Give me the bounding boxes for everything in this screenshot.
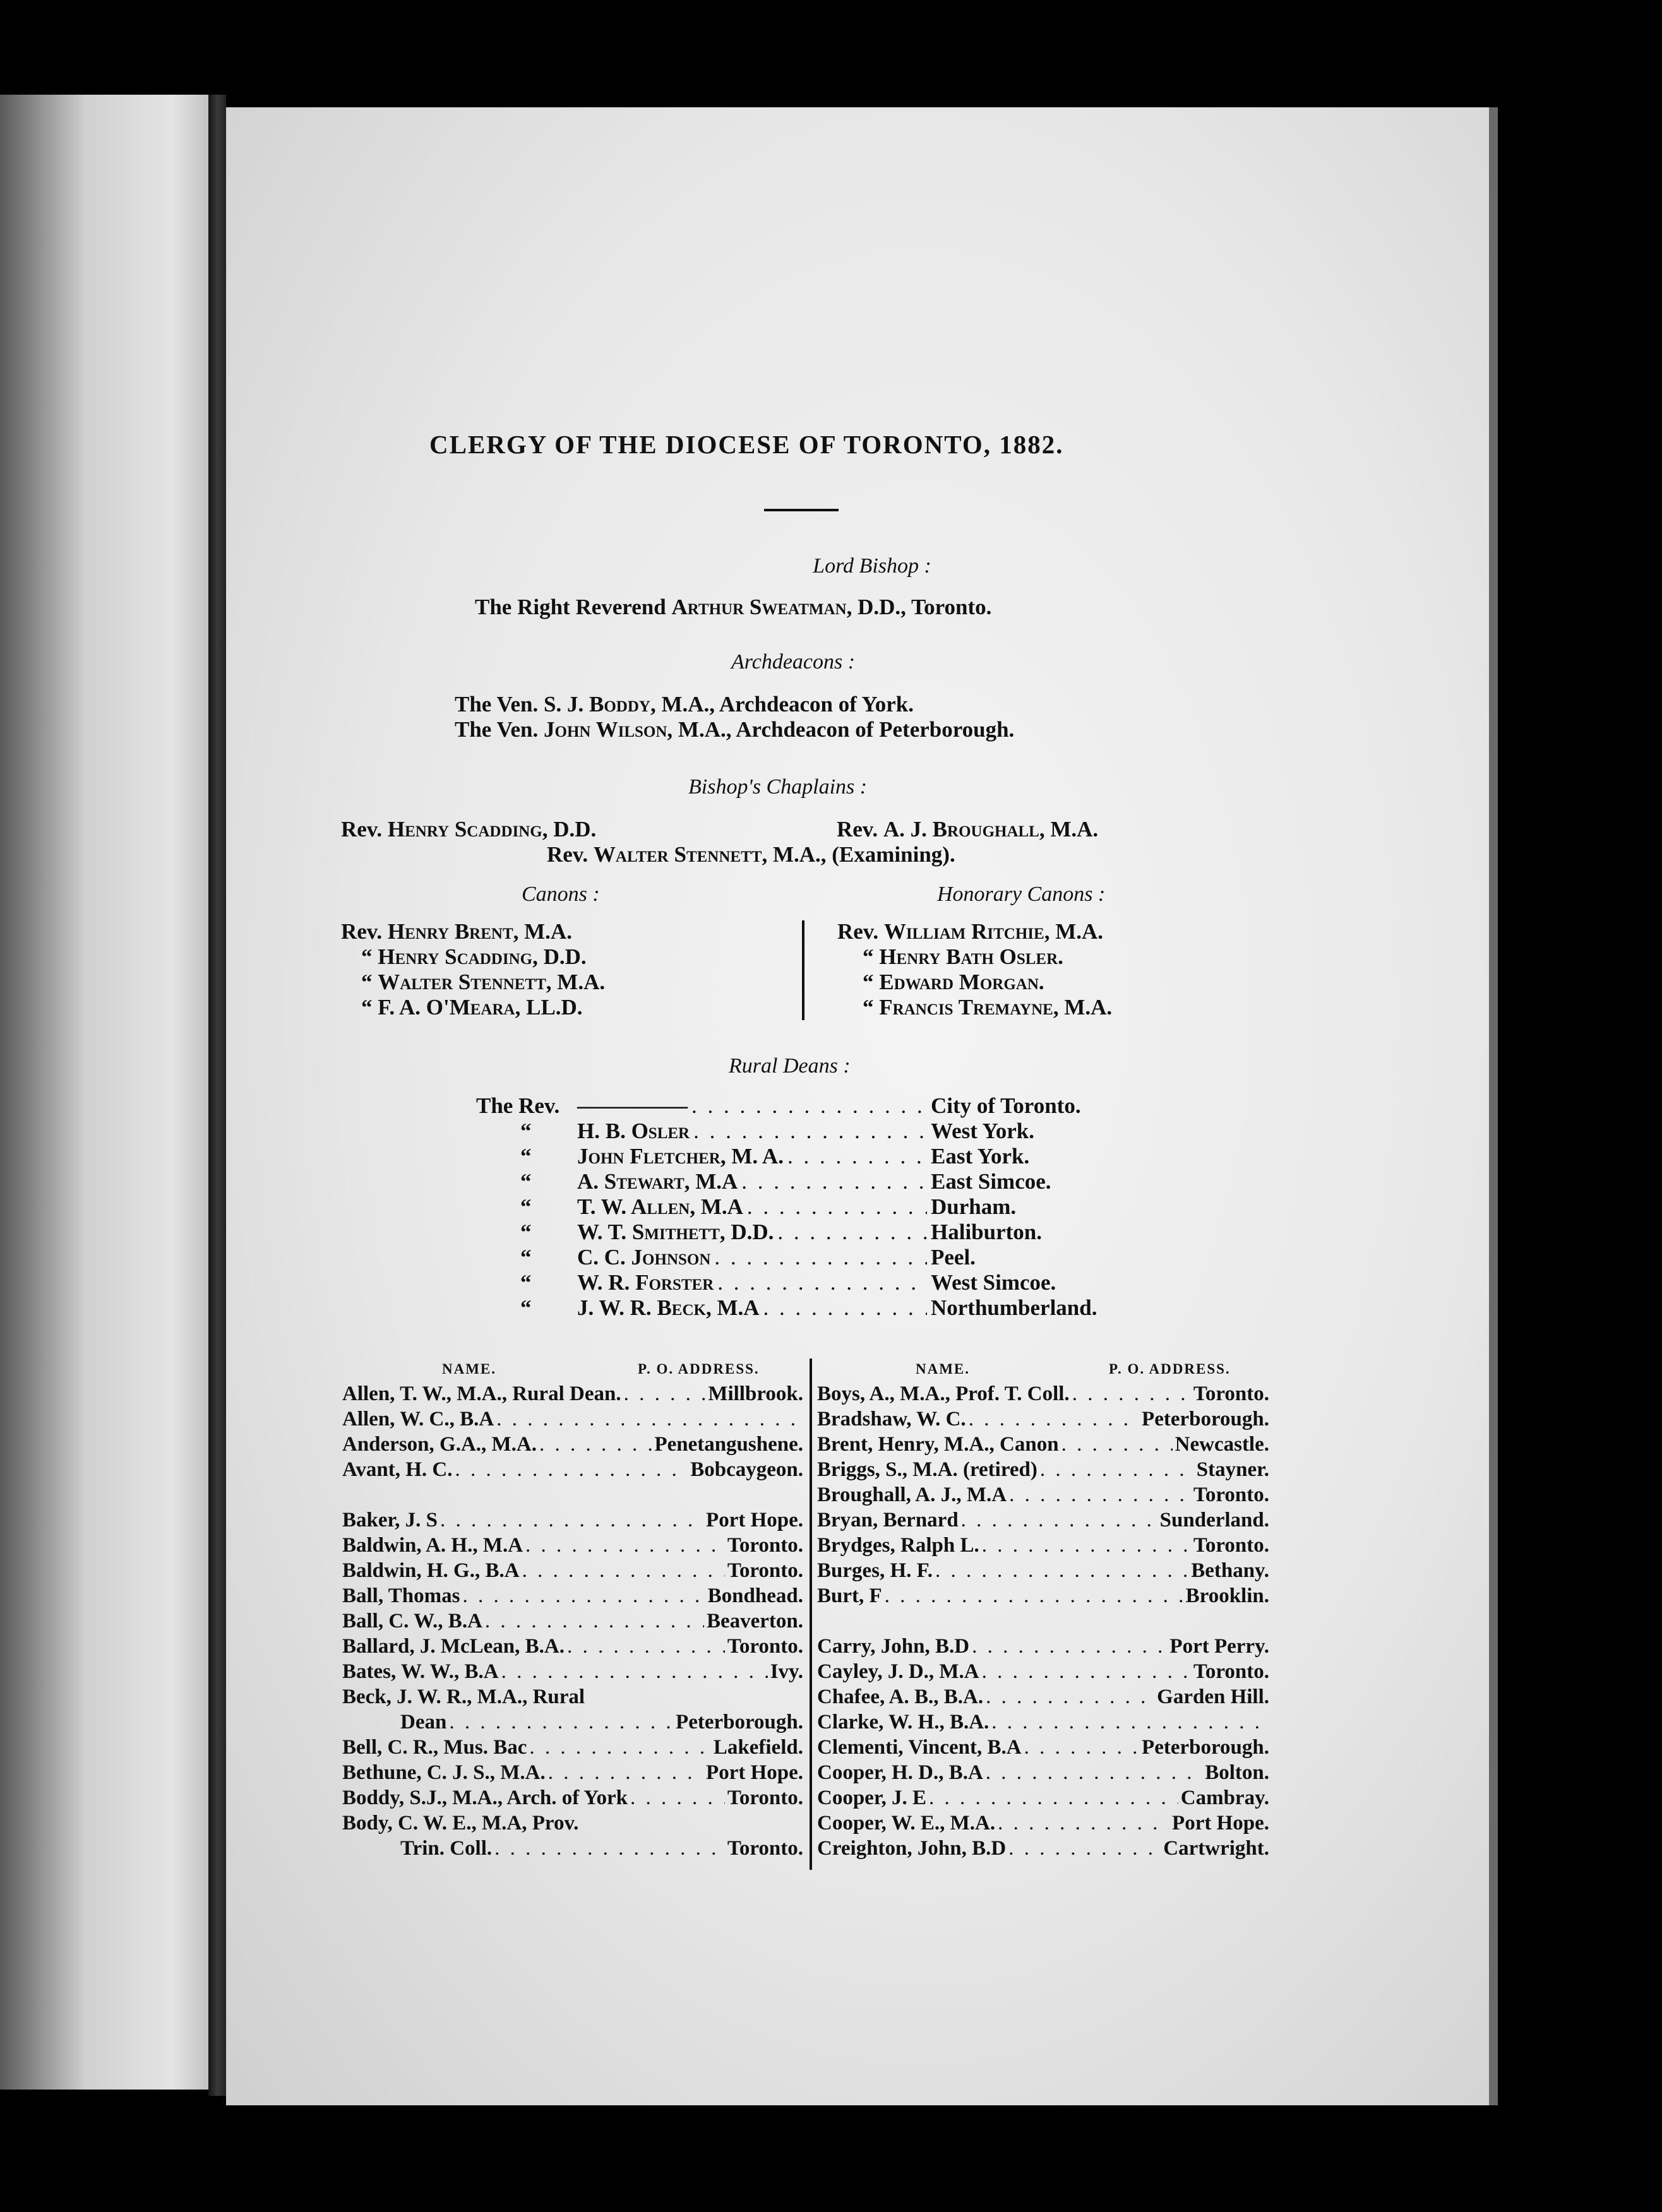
post-office-address: Penetangushene. bbox=[654, 1433, 803, 1456]
leader-dots bbox=[440, 1507, 703, 1533]
clergy-entry bbox=[817, 1811, 1269, 1836]
page-edge-shadow bbox=[1489, 107, 1498, 2105]
leader-dots bbox=[548, 1760, 703, 1785]
section-gap bbox=[342, 1482, 803, 1507]
clergy-entry bbox=[817, 1432, 1269, 1457]
leader-dots bbox=[525, 1533, 725, 1558]
rural-dean-row: “ J. W. R. Beck, M.A . . . Northumberland. bbox=[515, 1295, 1097, 1321]
clergy-name: Briggs, S., M.A. (retired) bbox=[817, 1458, 1037, 1481]
clergy-entry bbox=[817, 1836, 1269, 1861]
clergy-name: Boddy, S.J., M.A., Arch. of York bbox=[342, 1787, 628, 1809]
clergy-name: Bradshaw, W. C. bbox=[817, 1408, 966, 1430]
post-office-address: Cartwright. bbox=[1163, 1837, 1269, 1860]
post-office-address: Toronto. bbox=[727, 1787, 803, 1809]
left-name-header: NAME. bbox=[442, 1361, 497, 1377]
clergy-name: Baker, J. S bbox=[342, 1509, 438, 1531]
clergy-entry bbox=[817, 1684, 1269, 1710]
post-office-address: Port Hope. bbox=[706, 1509, 803, 1531]
honorary-canons-heading: Honorary Canons : bbox=[937, 883, 1106, 906]
directory-right-column bbox=[817, 1381, 1269, 1861]
directory-divider bbox=[810, 1359, 812, 1870]
clergy-entry bbox=[342, 1760, 803, 1785]
post-office-address: Port Hope. bbox=[1172, 1812, 1269, 1834]
clergy-name: Baldwin, H. G., B.A bbox=[342, 1559, 520, 1582]
clergy-entry bbox=[817, 1482, 1269, 1507]
rural-dean-row: “ H. B. Osler . . . West York. bbox=[515, 1119, 1097, 1144]
post-office-address: Toronto. bbox=[1193, 1484, 1269, 1506]
clergy-name: Brent, Henry, M.A., Canon bbox=[817, 1433, 1059, 1456]
post-office-address: Bondhead. bbox=[707, 1585, 803, 1607]
rural-dean-row: “ T. W. Allen, M.A . . . Durham. bbox=[515, 1194, 1097, 1220]
post-office-address: Port Perry. bbox=[1169, 1635, 1269, 1658]
leader-dots bbox=[1072, 1381, 1191, 1406]
rural-dean-row: “ John Fletcher, M. A. . . . East York. bbox=[515, 1144, 1097, 1169]
clergy-name: Chafee, A. B., B.A. bbox=[817, 1686, 984, 1708]
clergy-entry bbox=[817, 1406, 1269, 1432]
post-office-address: Toronto. bbox=[727, 1837, 803, 1860]
directory-left-column bbox=[342, 1381, 803, 1861]
clergy-entry bbox=[342, 1608, 803, 1634]
post-office-address: Newcastle. bbox=[1175, 1433, 1269, 1456]
leader-dots bbox=[969, 1406, 1139, 1432]
clergy-name: Trin. Coll. bbox=[400, 1837, 493, 1860]
leader-dots bbox=[522, 1558, 725, 1583]
post-office-address: Garden Hill. bbox=[1157, 1686, 1269, 1708]
clergy-name: Allen, T. W., M.A., Rural Dean. bbox=[342, 1382, 621, 1405]
leader-dots bbox=[501, 1659, 768, 1684]
leader-dots bbox=[624, 1381, 706, 1406]
clergy-entry bbox=[342, 1659, 803, 1684]
clergy-name: Cooper, W. E., M.A. bbox=[817, 1812, 996, 1834]
clergy-entry bbox=[342, 1457, 803, 1482]
leader-dots bbox=[449, 1710, 673, 1735]
honorary-canon-item: “ Edward Morgan. bbox=[863, 970, 1044, 994]
post-office-address: Beaverton. bbox=[706, 1610, 803, 1632]
clergy-entry bbox=[817, 1659, 1269, 1684]
post-office-address: Toronto. bbox=[1193, 1382, 1269, 1405]
post-office-address: Toronto. bbox=[727, 1559, 803, 1582]
leader-dots bbox=[982, 1659, 1191, 1684]
post-office-address: Bethany. bbox=[1191, 1559, 1269, 1582]
rural-deans-lead: The Rev. bbox=[476, 1093, 560, 1118]
clergy-entry bbox=[817, 1457, 1269, 1482]
leader-dots bbox=[1061, 1432, 1173, 1457]
clergy-entry bbox=[342, 1533, 803, 1558]
clergy-entry bbox=[342, 1432, 803, 1457]
clergy-entry bbox=[342, 1381, 803, 1406]
clergy-name: Allen, W. C., B.A bbox=[342, 1408, 494, 1430]
clergy-entry bbox=[342, 1558, 803, 1583]
clergy-name: Burt, F bbox=[817, 1585, 882, 1607]
canons-heading: Canons : bbox=[522, 883, 600, 906]
archdeacon-line: The Ven. S. J. Boddy, M.A., Archdeacon of York. bbox=[455, 692, 914, 717]
clergy-entry bbox=[817, 1558, 1269, 1583]
clergy-name: Cayley, J. D., M.A bbox=[817, 1660, 979, 1683]
leader-dots bbox=[1009, 1482, 1191, 1507]
rural-dean-row: “ C. C. Johnson . . . Peel. bbox=[515, 1245, 1097, 1270]
chaplain-right: Rev. A. J. Broughall, M.A. bbox=[837, 817, 1099, 841]
post-office-address: Toronto. bbox=[727, 1534, 803, 1557]
rural-deans-list bbox=[515, 1093, 1097, 1321]
leader-dots bbox=[455, 1457, 688, 1482]
leader-dots bbox=[539, 1432, 652, 1457]
leader-dots bbox=[1040, 1457, 1194, 1482]
clergy-name: Baldwin, A. H., M.A bbox=[342, 1534, 523, 1557]
leader-dots bbox=[567, 1634, 725, 1659]
clergy-name: Ballard, J. McLean, B.A. bbox=[342, 1635, 565, 1658]
clergy-entry bbox=[342, 1811, 803, 1836]
clergy-entry bbox=[817, 1735, 1269, 1760]
canon-item: “ Henry Scadding, D.D. bbox=[361, 944, 587, 969]
clergy-entry bbox=[342, 1406, 803, 1432]
clergy-entry bbox=[817, 1785, 1269, 1811]
clergy-entry bbox=[342, 1836, 803, 1861]
post-office-address: Peterborough. bbox=[676, 1711, 803, 1733]
clergy-name: Body, C. W. E., M.A, Prov. bbox=[342, 1812, 579, 1834]
post-office-address: Millbrook. bbox=[708, 1382, 803, 1405]
clergy-name: Beck, J. W. R., M.A., Rural bbox=[342, 1686, 585, 1708]
clergy-name: Ball, Thomas bbox=[342, 1585, 460, 1607]
clergy-entry bbox=[342, 1634, 803, 1659]
leader-dots bbox=[972, 1634, 1167, 1659]
clergy-entry bbox=[817, 1533, 1269, 1558]
leader-dots bbox=[529, 1735, 710, 1760]
clergy-entry bbox=[342, 1735, 803, 1760]
leader-dots bbox=[462, 1583, 705, 1608]
left-address-header: P. O. ADDRESS. bbox=[638, 1361, 760, 1377]
post-office-address: Bolton. bbox=[1205, 1761, 1269, 1784]
clergy-entry bbox=[342, 1785, 803, 1811]
rural-dean-row: “ A. Stewart, M.A . . . East Simcoe. bbox=[515, 1169, 1097, 1194]
clergy-entry bbox=[342, 1684, 803, 1710]
leader-dots bbox=[496, 1406, 801, 1432]
clergy-name: Bryan, Bernard bbox=[817, 1509, 959, 1531]
clergy-name: Cooper, J. E bbox=[817, 1787, 926, 1809]
post-office-address: Port Hope. bbox=[706, 1761, 803, 1784]
canon-item: “ F. A. O'Meara, LL.D. bbox=[361, 995, 583, 1020]
clergy-name: Dean bbox=[400, 1711, 447, 1733]
leader-dots bbox=[986, 1684, 1154, 1710]
post-office-address: Stayner. bbox=[1196, 1458, 1269, 1481]
post-office-address: Toronto. bbox=[1193, 1534, 1269, 1557]
archdeacon-line: The Ven. John Wilson, M.A., Archdeacon of Peterborough. bbox=[455, 717, 1015, 742]
leader-dots bbox=[982, 1533, 1191, 1558]
clergy-entry bbox=[817, 1381, 1269, 1406]
clergy-entry bbox=[342, 1507, 803, 1533]
clergy-entry bbox=[342, 1583, 803, 1608]
canons-list bbox=[341, 919, 605, 1020]
canons-divider bbox=[802, 920, 804, 1020]
lord-bishop-heading: Lord Bishop : bbox=[813, 554, 931, 578]
clergy-entry bbox=[342, 1710, 803, 1735]
rural-dean-row: “ W. T. Smithett, D.D. . . . Haliburton. bbox=[515, 1220, 1097, 1245]
leader-dots bbox=[485, 1608, 704, 1634]
leader-dots bbox=[998, 1811, 1169, 1836]
clergy-name: Brydges, Ralph L. bbox=[817, 1534, 979, 1557]
clergy-entry bbox=[817, 1710, 1269, 1735]
clergy-name: Clementi, Vincent, B.A bbox=[817, 1736, 1022, 1759]
clergy-name: Clarke, W. H., B.A. bbox=[817, 1711, 989, 1733]
clergy-name: Boys, A., M.A., Prof. T. Coll. bbox=[817, 1382, 1070, 1405]
rural-dean-row: ————— . . . City of Toronto. bbox=[515, 1093, 1097, 1119]
clergy-entry bbox=[817, 1634, 1269, 1659]
section-gap bbox=[817, 1608, 1269, 1634]
clergy-name: Ball, C. W., B.A bbox=[342, 1610, 482, 1632]
leader-dots bbox=[885, 1583, 1183, 1608]
clergy-name: Cooper, H. D., B.A bbox=[817, 1761, 983, 1784]
clergy-name: Anderson, G.A., M.A. bbox=[342, 1433, 537, 1456]
right-address-header: P. O. ADDRESS. bbox=[1109, 1361, 1231, 1377]
leader-dots bbox=[494, 1836, 725, 1861]
honorary-canon-item: Rev. William Ritchie, M.A. bbox=[837, 919, 1103, 944]
clergy-entry bbox=[817, 1760, 1269, 1785]
leader-dots bbox=[1024, 1735, 1139, 1760]
canon-item: “ Walter Stennett, M.A. bbox=[361, 970, 606, 994]
leader-dots bbox=[929, 1785, 1178, 1811]
leader-dots bbox=[986, 1760, 1202, 1785]
clergy-name: Broughall, A. J., M.A bbox=[817, 1484, 1007, 1506]
facing-page-edge bbox=[0, 95, 215, 2090]
clergy-name: Burges, H. F. bbox=[817, 1559, 933, 1582]
post-office-address: Ivy. bbox=[770, 1660, 803, 1683]
post-office-address: Sunderland. bbox=[1159, 1509, 1269, 1531]
title-rule bbox=[764, 509, 839, 511]
post-office-address: Peterborough. bbox=[1142, 1408, 1269, 1430]
honorary-canons-list bbox=[837, 919, 1112, 1020]
leader-dots bbox=[1008, 1836, 1161, 1861]
post-office-address: Peterborough. bbox=[1142, 1736, 1269, 1759]
rural-deans-heading: Rural Deans : bbox=[729, 1054, 851, 1078]
honorary-canon-item: “ Henry Bath Osler. bbox=[863, 944, 1063, 969]
post-office-address: Lakefield. bbox=[713, 1736, 803, 1759]
canon-item: Rev. Henry Brent, M.A. bbox=[341, 919, 572, 944]
clergy-name: Carry, John, B.D bbox=[817, 1635, 970, 1658]
leader-dots bbox=[630, 1785, 725, 1811]
clergy-entry bbox=[817, 1507, 1269, 1533]
honorary-canon-item: “ Francis Tremayne, M.A. bbox=[863, 995, 1113, 1020]
clergy-name: Bethune, C. J. S., M.A. bbox=[342, 1761, 546, 1784]
right-name-header: NAME. bbox=[916, 1361, 971, 1377]
rural-dean-row: “ W. R. Forster . . . West Simcoe. bbox=[515, 1270, 1097, 1295]
leader-dots bbox=[961, 1507, 1157, 1533]
post-office-address: Brooklin. bbox=[1185, 1585, 1269, 1607]
clergy-name: Bell, C. R., Mus. Bac bbox=[342, 1736, 527, 1759]
lord-bishop-line: The Right Reverend Arthur Sweatman, D.D., Toronto. bbox=[475, 595, 992, 619]
clergy-name: Creighton, John, B.D bbox=[817, 1837, 1007, 1860]
post-office-address: Toronto. bbox=[1193, 1660, 1269, 1683]
post-office-address: Bobcaygeon. bbox=[690, 1458, 803, 1481]
post-office-address: Toronto. bbox=[727, 1635, 803, 1658]
clergy-name: Bates, W. W., B.A bbox=[342, 1660, 499, 1683]
archdeacons-heading: Archdeacons : bbox=[731, 650, 856, 674]
clergy-entry bbox=[817, 1583, 1269, 1608]
leader-dots bbox=[991, 1710, 1267, 1735]
clergy-name: Avant, H. C. bbox=[342, 1458, 453, 1481]
chaplains-heading: Bishop's Chaplains : bbox=[688, 775, 868, 799]
leader-dots bbox=[935, 1558, 1188, 1583]
post-office-address: Cambray. bbox=[1180, 1787, 1269, 1809]
chaplain-examining: Rev. Walter Stennett, M.A., (Examining). bbox=[547, 842, 955, 867]
chaplain-left: Rev. Henry Scadding, D.D. bbox=[341, 817, 597, 841]
page-title: CLERGY OF THE DIOCESE OF TORONTO, 1882. bbox=[429, 430, 1064, 459]
page-gutter bbox=[208, 95, 226, 2096]
